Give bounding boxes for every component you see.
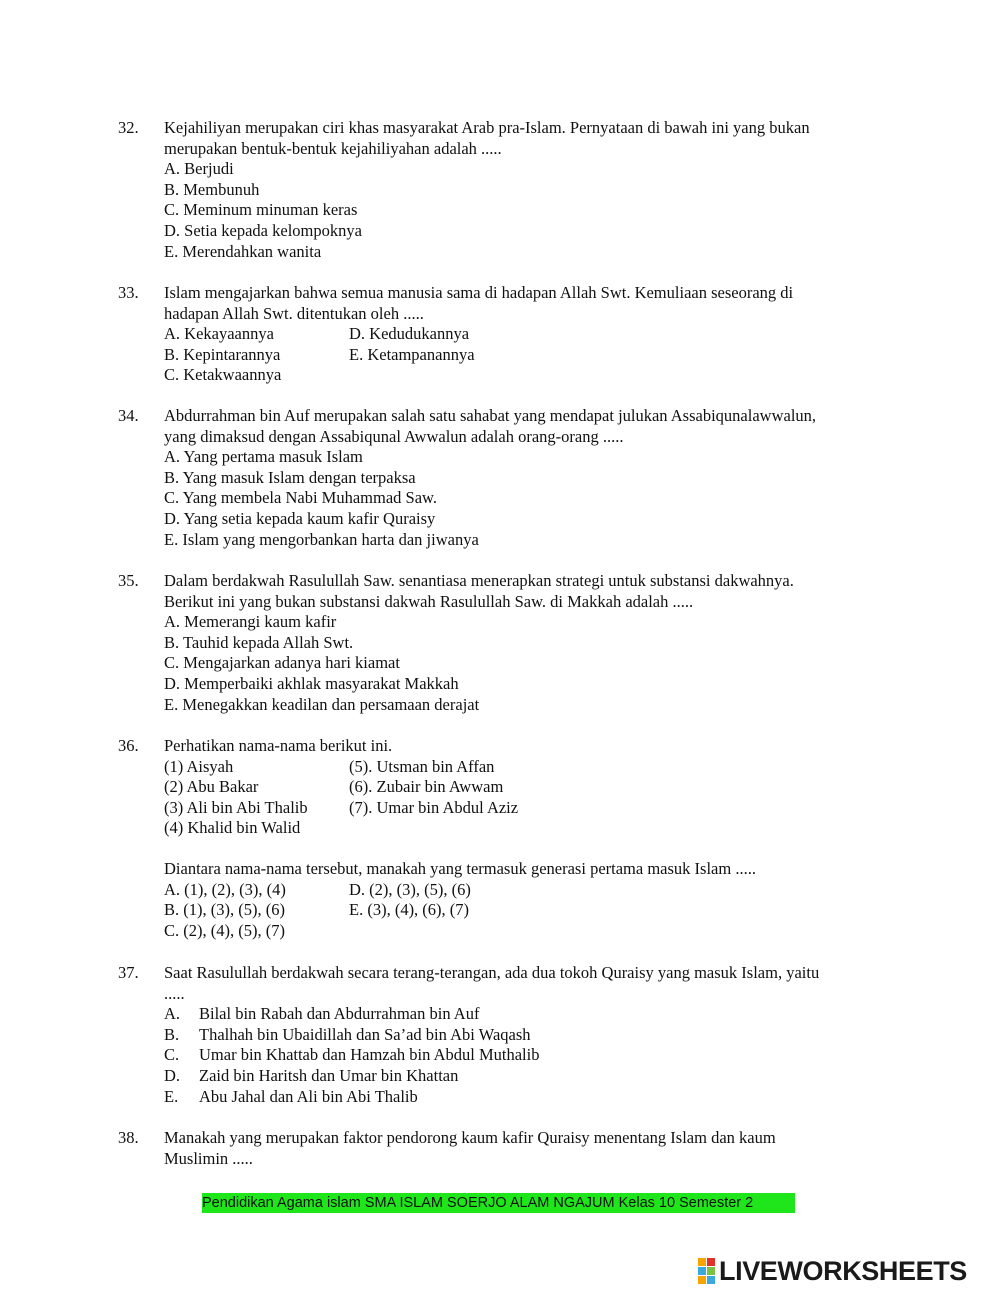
- name-item: (6). Zubair bin Awwam: [349, 777, 504, 797]
- option-d: [164, 1066, 898, 1087]
- question-number: 32.: [118, 118, 139, 137]
- question-35: [118, 571, 898, 715]
- liveworksheets-logo: [698, 1256, 967, 1286]
- option-text: Umar bin Khattab dan Hamzah bin Abdul Muthalib: [199, 1045, 540, 1065]
- option-letter: B.: [164, 1024, 180, 1044]
- option-text: Zaid bin Haritsh dan Umar bin Khattan: [199, 1065, 459, 1085]
- option-e: E. Merendahkan wanita: [164, 241, 322, 261]
- brand-name: LIVEWORKSHEETS: [719, 1255, 967, 1286]
- name-item: (7). Umar bin Abdul Aziz: [349, 797, 519, 817]
- option-e: E. Menegakkan keadilan dan persamaan derajat: [164, 694, 480, 714]
- option-d: D. Memperbaiki akhlak masyarakat Makkah: [164, 673, 459, 693]
- name-item: [349, 818, 649, 839]
- option-a: [164, 1004, 898, 1025]
- option-a: A. Yang pertama masuk Islam: [164, 447, 363, 467]
- option-d: D. (2), (3), (5), (6): [349, 879, 471, 899]
- option-e: [164, 1087, 898, 1108]
- option-a: A. (1), (2), (3), (4): [164, 879, 286, 899]
- question-text: hadapan Allah Swt. ditentukan oleh .....: [164, 303, 424, 323]
- option-b: B. Yang masuk Islam dengan terpaksa: [164, 467, 416, 487]
- option-c: C. Meminum minuman keras: [164, 200, 358, 220]
- question-text: Saat Rasulullah berdakwah secara terang-terangan, ada dua tokoh Quraisy yang masuk Islam, yaitu: [164, 963, 820, 982]
- option-letter: E.: [164, 1086, 179, 1106]
- question-number: 33.: [118, 283, 139, 302]
- option-c: C. (2), (4), (5), (7): [164, 920, 285, 940]
- option-d: D. Yang setia kepada kaum kafir Quraisy: [164, 508, 436, 528]
- option-b: B. Tauhid kepada Allah Swt.: [164, 632, 354, 652]
- question-34: [118, 406, 898, 550]
- question-text: Berikut ini yang bukan substansi dakwah Rasulullah Saw. di Makkah adalah .....: [164, 591, 694, 611]
- option-a: A. Berjudi: [164, 159, 234, 179]
- option-a: A. Kekayaannya: [164, 324, 274, 344]
- footer-banner: Pendidikan Agama islam SMA ISLAM SOERJO ALAM NGAJUM Kelas 10 Semester 2: [202, 1193, 795, 1213]
- question-prompt: Diantara nama-nama tersebut, manakah yang termasuk generasi pertama masuk Islam .....: [164, 858, 756, 878]
- option-d: D. Setia kepada kelompoknya: [164, 220, 362, 240]
- question-number: 34.: [118, 406, 139, 425]
- question-36: [118, 736, 898, 941]
- question-text: Islam mengajarkan bahwa semua manusia sama di hadapan Allah Swt. Kemuliaan seseorang di: [164, 283, 794, 302]
- option-b: B. (1), (3), (5), (6): [164, 900, 285, 920]
- option-c: C. Mengajarkan adanya hari kiamat: [164, 653, 400, 673]
- question-text: Kejahiliyan merupakan ciri khas masyarakat Arab pra-Islam. Pernyataan di bawah ini yang bukan: [164, 118, 810, 137]
- option-b: [164, 1025, 898, 1046]
- name-item: (3) Ali bin Abi Thalib: [164, 797, 308, 817]
- option-grid: [164, 324, 898, 386]
- name-item: (4) Khalid bin Walid: [164, 818, 301, 838]
- name-item: (2) Abu Bakar: [164, 777, 259, 797]
- option-c: C. Ketakwaannya: [164, 365, 282, 385]
- question-text: merupakan bentuk-bentuk kejahiliyahan adalah .....: [164, 138, 502, 158]
- question-number: 35.: [118, 571, 139, 590]
- option-text: Thalhah bin Ubaidillah dan Sa’ad bin Abi Waqash: [199, 1024, 531, 1044]
- question-text: Muslimin .....: [164, 1148, 253, 1168]
- question-37: [118, 963, 898, 1107]
- question-38: [118, 1128, 898, 1169]
- question-number: 37.: [118, 963, 139, 982]
- option-letter: C.: [164, 1045, 180, 1065]
- option-e: E. Ketampanannya: [349, 344, 475, 364]
- name-item: (5). Utsman bin Affan: [349, 756, 495, 776]
- question-text: yang dimaksud dengan Assabiqunal Awwalun adalah orang-orang .....: [164, 426, 624, 446]
- option-d: D. Kedudukannya: [349, 324, 470, 344]
- name-list: [164, 757, 898, 839]
- name-item: (1) Aisyah: [164, 756, 234, 776]
- option-b: B. Kepintarannya: [164, 344, 281, 364]
- option-e: E. Islam yang mengorbankan harta dan jiwanya: [164, 529, 479, 549]
- option-letter: D.: [164, 1065, 181, 1085]
- option-c: C. Yang membela Nabi Muhammad Saw.: [164, 488, 437, 508]
- option-letter: A.: [164, 1004, 181, 1024]
- option-text: Bilal bin Rabah dan Abdurrahman bin Auf: [199, 1004, 480, 1024]
- question-number: 36.: [118, 736, 139, 755]
- question-text: Dalam berdakwah Rasulullah Saw. senantiasa menerapkan strategi untuk substansi dakwahnya.: [164, 571, 794, 590]
- logo-blocks-icon: [698, 1258, 715, 1284]
- option-b: B. Membunuh: [164, 179, 260, 199]
- question-text: .....: [164, 983, 185, 1003]
- question-32: [118, 118, 898, 262]
- option-grid: [164, 880, 898, 942]
- question-text: Abdurrahman bin Auf merupakan salah satu sahabat yang mendapat julukan Assabiqunalawwalun,: [164, 406, 817, 425]
- question-33: [118, 283, 898, 386]
- option-e: E. (3), (4), (6), (7): [349, 900, 470, 920]
- option-a: A. Memerangi kaum kafir: [164, 612, 337, 632]
- question-text: Perhatikan nama-nama berikut ini.: [164, 736, 393, 755]
- question-number: 38.: [118, 1128, 139, 1147]
- option-c: [164, 1045, 898, 1066]
- question-text: Manakah yang merupakan faktor pendorong kaum kafir Quraisy menentang Islam dan kaum: [164, 1128, 776, 1147]
- option-text: Abu Jahal dan Ali bin Abi Thalib: [199, 1086, 418, 1106]
